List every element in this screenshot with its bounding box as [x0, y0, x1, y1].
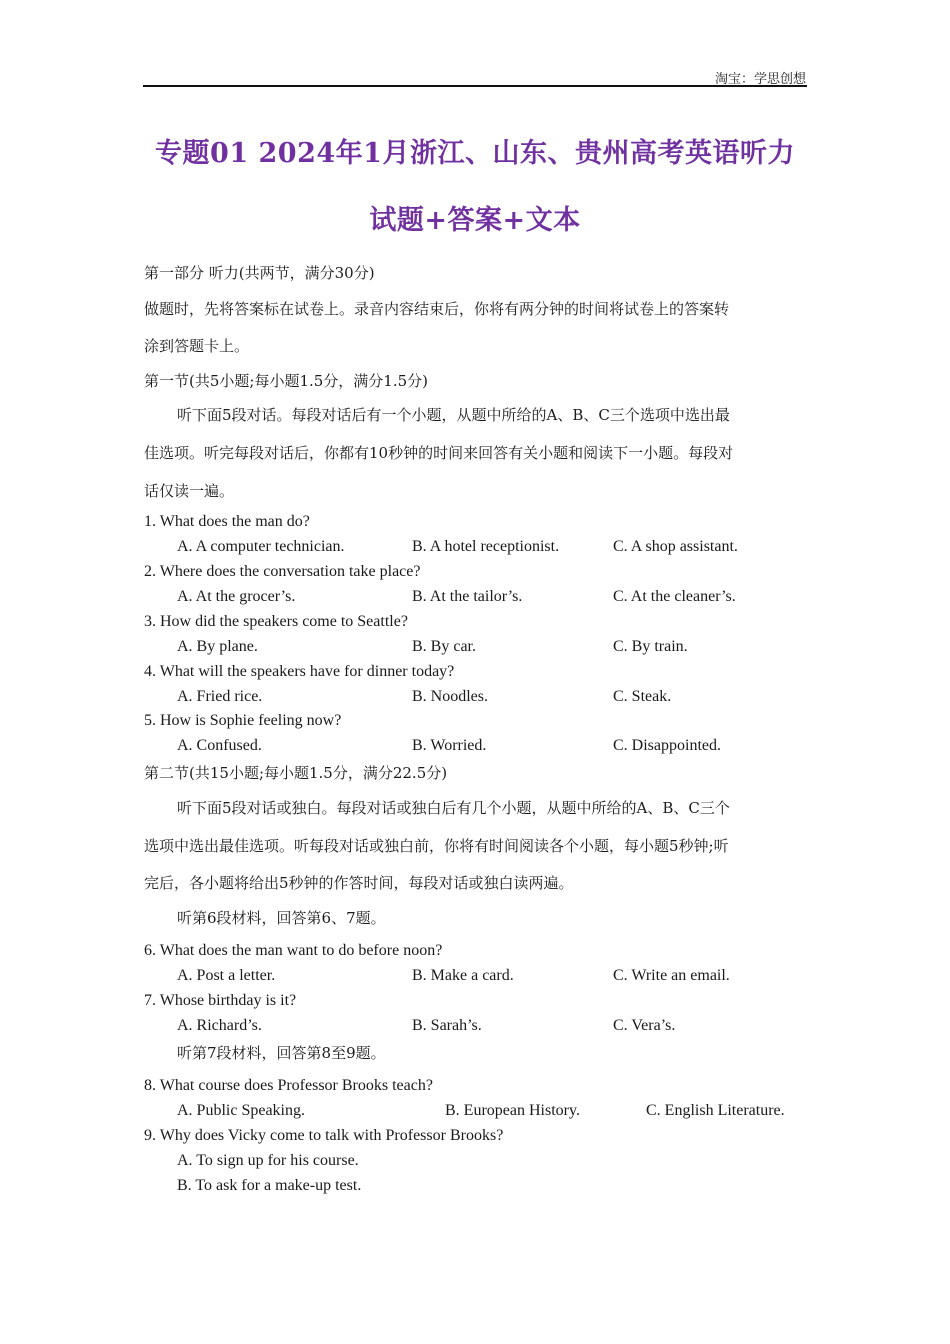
section2-instruction-1: 听下面5段对话或独白。每段对话或独白后有几个小题，从题中所给的A、B、C三个	[177, 799, 730, 817]
title-line-1: 专题01 2024年1月浙江、山东、贵州高考英语听力	[155, 138, 795, 169]
q4-option-c: C. Steak.	[613, 688, 672, 705]
material-7-note: 听第7段材料，回答第8至9题。	[177, 1044, 386, 1062]
q7-option-a: A. Richard’s.	[177, 1017, 262, 1034]
question-2: 2. Where does the conversation take place?	[144, 563, 421, 580]
q4-option-a: A. Fried rice.	[177, 688, 263, 705]
q5-option-c: C. Disappointed.	[613, 737, 721, 754]
header-source: 淘宝：学思创想	[714, 72, 806, 87]
question-1: 1. What does the man do?	[144, 513, 310, 530]
material-6-note: 听第6段材料，回答第6、7题。	[177, 909, 386, 927]
q8-option-c: C. English Literature.	[646, 1102, 785, 1119]
part1-instruction-2: 涂到答题卡上。	[144, 337, 250, 355]
section2-instruction-2: 选项中选出最佳选项。听每段对话或独白前，你将有时间阅读各个小题，每小题5秒钟;听	[144, 837, 729, 855]
q8-option-a: A. Public Speaking.	[177, 1102, 305, 1119]
section1-instruction-3: 话仅读一遍。	[144, 482, 235, 500]
q8-option-b: B. European History.	[445, 1102, 580, 1119]
q2-option-c: C. At the cleaner’s.	[613, 588, 736, 605]
q2-option-a: A. At the grocer’s.	[177, 588, 296, 605]
question-7: 7. Whose birthday is it?	[144, 992, 297, 1009]
q1-option-a: A. A computer technician.	[177, 538, 345, 555]
q7-option-c: C. Vera’s.	[613, 1017, 676, 1034]
section1-instruction-1: 听下面5段对话。每段对话后有一个小题，从题中所给的A、B、C三个选项中选出最	[177, 406, 730, 424]
header-rule	[143, 85, 807, 87]
title-line-2: 试题+答案+文本	[369, 205, 581, 236]
q6-option-a: A. Post a letter.	[177, 967, 276, 984]
q4-option-b: B. Noodles.	[412, 688, 488, 705]
q3-option-b: B. By car.	[412, 638, 476, 655]
part1-heading: 第一部分 听力(共两节，满分30分)	[144, 264, 375, 282]
q7-option-b: B. Sarah’s.	[412, 1017, 482, 1034]
q6-option-c: C. Write an email.	[613, 967, 730, 984]
q6-option-b: B. Make a card.	[412, 967, 514, 984]
question-9: 9. Why does Vicky come to talk with Professor Brooks?	[144, 1127, 504, 1144]
part1-instruction-1: 做题时，先将答案标在试卷上。录音内容结束后，你将有两分钟的时间将试卷上的答案转	[144, 300, 730, 318]
q1-option-c: C. A shop assistant.	[613, 538, 738, 555]
question-6: 6. What does the man want to do before noon?	[144, 942, 443, 959]
section1-heading: 第一节(共5小题;每小题1.5分，满分1.5分)	[144, 372, 429, 390]
q9-option-a: A. To sign up for his course.	[177, 1152, 359, 1169]
q2-option-b: B. At the tailor’s.	[412, 588, 523, 605]
q5-option-a: A. Confused.	[177, 737, 262, 754]
q5-option-b: B. Worried.	[412, 737, 487, 754]
section2-instruction-3: 完后，各小题将给出5秒钟的作答时间，每段对话或独白读两遍。	[144, 874, 574, 892]
question-4: 4. What will the speakers have for dinner today?	[144, 663, 455, 680]
question-5: 5. How is Sophie feeling now?	[144, 712, 342, 729]
q9-option-b: B. To ask for a make-up test.	[177, 1177, 362, 1194]
q1-option-b: B. A hotel receptionist.	[412, 538, 560, 555]
q3-option-a: A. By plane.	[177, 638, 258, 655]
q3-option-c: C. By train.	[613, 638, 688, 655]
question-8: 8. What course does Professor Brooks teach?	[144, 1077, 433, 1094]
section1-instruction-2: 佳选项。听完每段对话后，你都有10秒钟的时间来回答有关小题和阅读下一小题。每段对	[144, 444, 734, 462]
question-3: 3. How did the speakers come to Seattle?	[144, 613, 408, 630]
section2-heading: 第二节(共15小题;每小题1.5分，满分22.5分)	[144, 764, 448, 782]
